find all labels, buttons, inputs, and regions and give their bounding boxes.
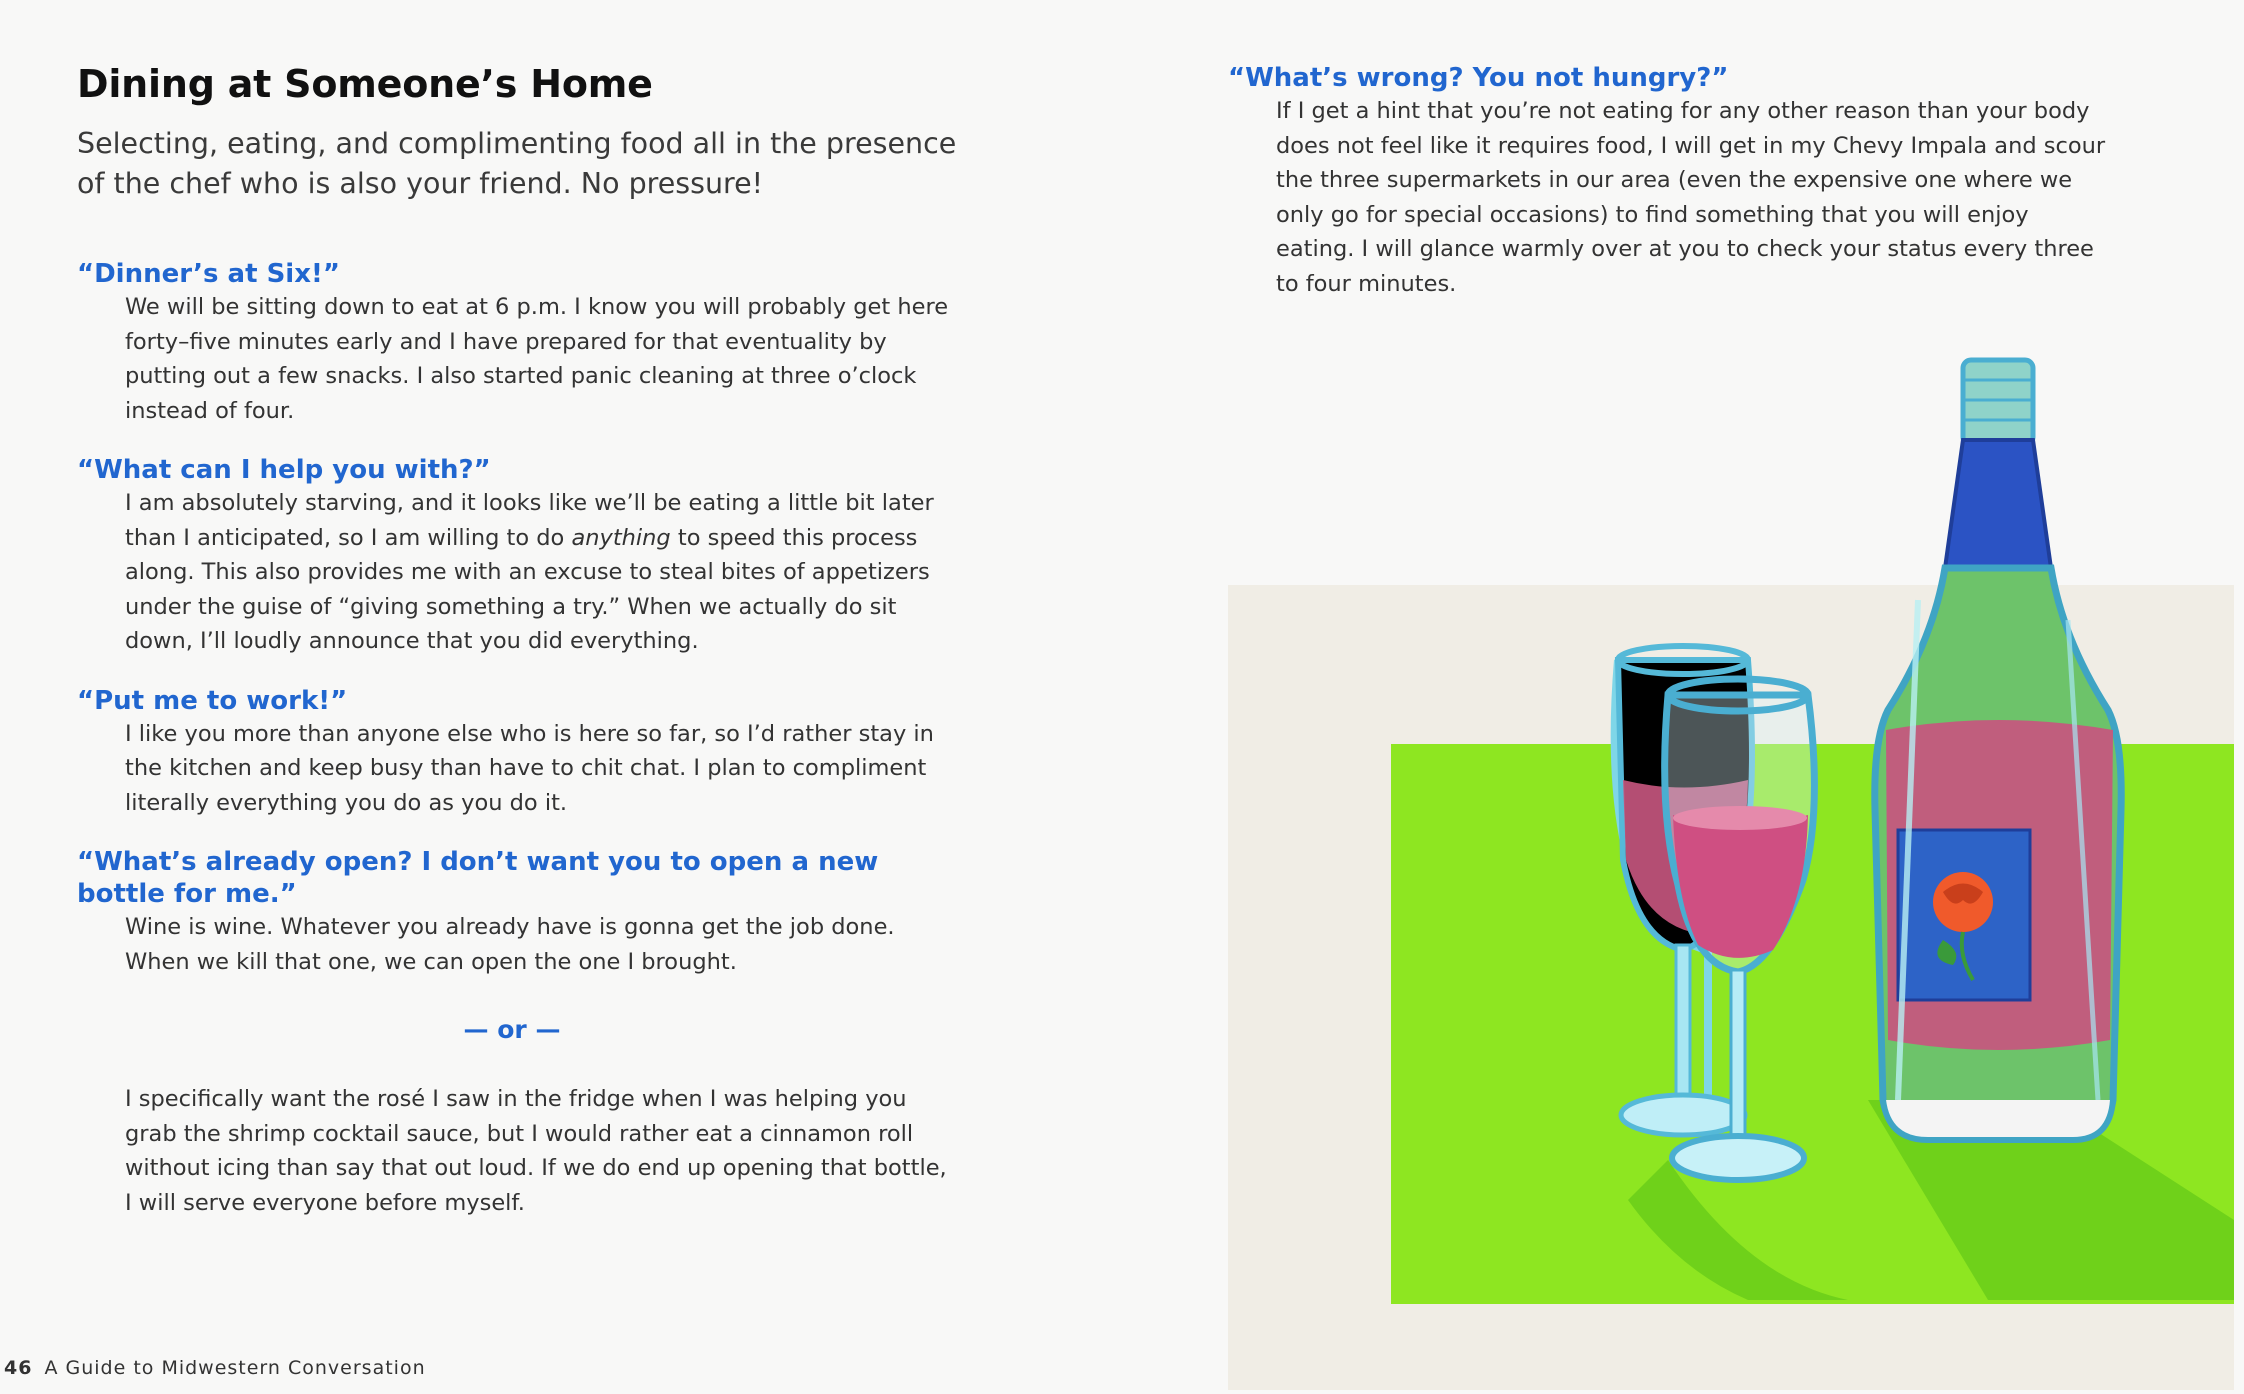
- section-answer-dinner: We will be sitting down to eat at 6 p.m. I know you will probably get here forty–five minutes early and I have prepared for that eventuality by putting out a few snacks. I also started panic cleaning at three o’clock instead of four.: [125, 294, 949, 424]
- section-question-dinner: “Dinner’s at Six!”: [77, 259, 340, 289]
- answer-text-part: I am absolutely starving, and it looks like we’ll be eating a little bit later than I anticipated, so I am willing to do: [125, 490, 934, 551]
- page-title: Dining at Someone’s Home: [77, 62, 653, 106]
- wine-illustration: [1228, 340, 2234, 1390]
- section-question-help: “What can I help you with?”: [77, 455, 491, 485]
- section-answer-open: Wine is wine. Whatever you already have is gonna get the job done. When we kill that one, we can open the one I brought.: [125, 914, 895, 975]
- wine-bottle: [1875, 360, 2121, 1140]
- section-question-work: “Put me to work!”: [77, 685, 348, 716]
- section-answer-open-alt: I specifically want the rosé I saw in the fridge when I was helping you grab the shrimp cocktail sauce, but I would rather eat a cinnamon roll without icing than say that out loud. If we do end up opening that bottle, I will serve everyone before myself.: [125, 1086, 947, 1216]
- book-title: A Guide to Midwestern Conversation: [44, 1357, 426, 1379]
- bottle-screw-cap: [1963, 360, 2033, 445]
- or-separator: — or —: [463, 1015, 561, 1044]
- section-question-open: “What’s already open? I don’t want you to open a new bottle for me.”: [77, 847, 879, 909]
- answer-emphasis: anything: [571, 524, 671, 551]
- section-answer-hungry: If I get a hint that you’re not eating for any other reason than your body does not feel like it requires food, I will get in my Chevy Impala and scour the three supermarkets in our area (even the expensive one where we only go for special occasions) to find something that you will enjoy eating. I will glance warmly over at you to check your status every three to four minutes.: [1276, 98, 2106, 297]
- page-number: 46: [4, 1357, 33, 1379]
- page-footer: [4, 1357, 426, 1379]
- bottle-foil: [1945, 440, 2051, 568]
- wine-illustration-svg: [1228, 340, 2234, 1390]
- section-answer-help: [125, 486, 955, 659]
- page-subtitle: Selecting, eating, and complimenting food all in the presence of the chef who is also your friend. No pressure!: [77, 127, 957, 200]
- section-answer-work: I like you more than anyone else who is here so far, so I’d rather stay in the kitchen and keep busy than have to chit chat. I plan to compliment literally everything you do as you do it.: [125, 720, 934, 816]
- left-page-content: [77, 62, 957, 1220]
- answer-text-part: to speed this process along. This also provides me with an excuse to steal bites of appetizers under the guise of “giving something a try.” When we actually do sit down, I’ll loudly announce that you did everything.: [125, 524, 930, 654]
- rose-icon: [1933, 872, 1993, 932]
- right-page-content: [1228, 62, 2128, 301]
- section-question-hungry: “What’s wrong? You not hungry?”: [1228, 63, 1729, 93]
